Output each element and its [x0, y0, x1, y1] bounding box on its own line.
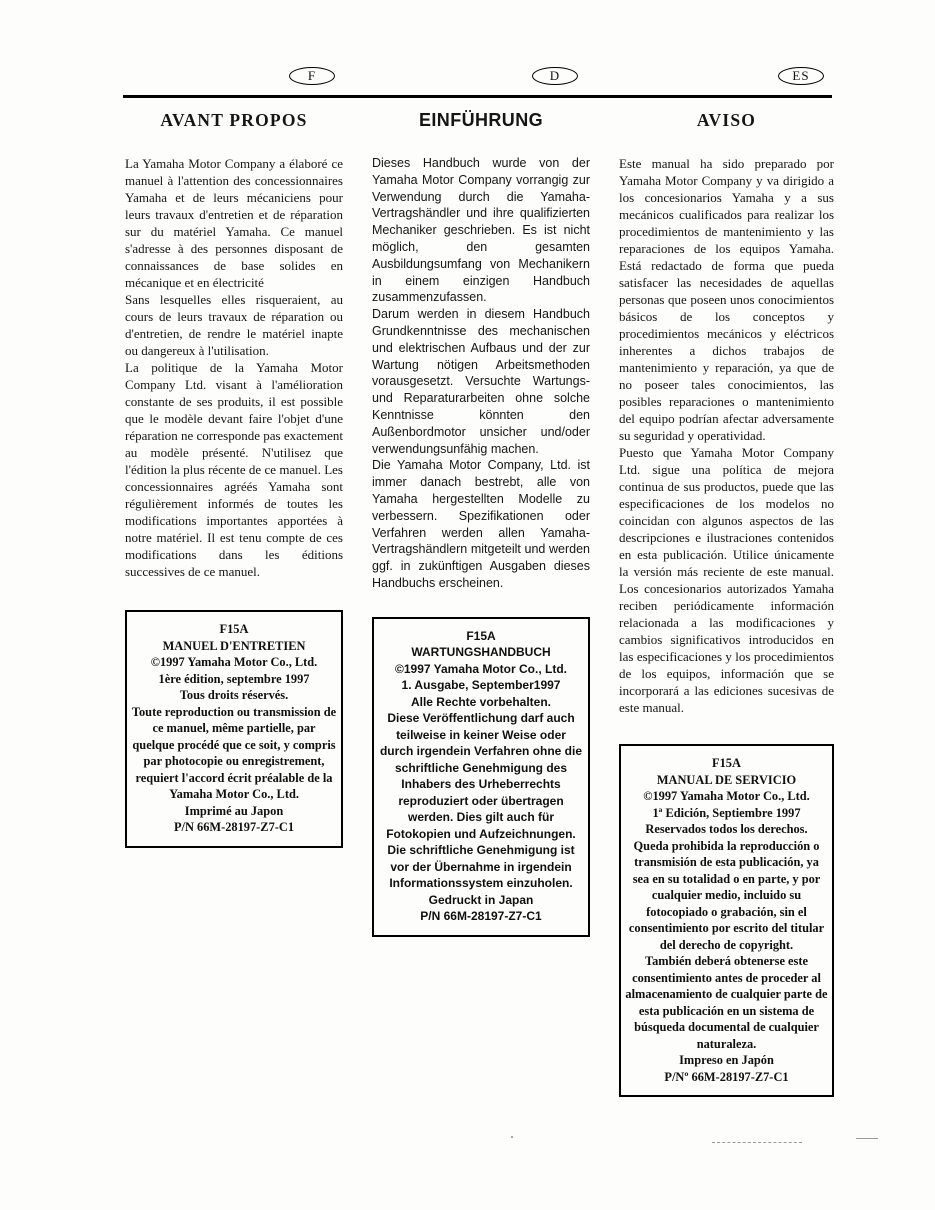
edition-line: 1ª Edición, Septiembre 1997 [652, 805, 801, 820]
scan-artifact [856, 1138, 878, 1139]
part-number: P/N 66M-28197-Z7-C1 [420, 909, 542, 924]
column-german [372, 108, 590, 1097]
language-badge-french: F [289, 67, 335, 85]
paragraph: Este manual ha sido preparado por Yamaha Motor Company y va dirigido a los concesionarios Yamaha y a sus mecánicos cualificados para realizar los procedimientos de mantenimiento y las reparaciones de los equipos Yamaha. Está redactado de forma que pueda satisfacer las necesidades de aquellas personas que poseen unos conocimientos básicos de los conceptos y procedimientos mecánicos y eléctricos inherentes a dichos trabajos de mantenimiento y reparación, ya que de no poseer tales conocimientos, las posibles reparaciones o mantenimiento del equipo podrían afectar adversamente su seguridad y operatividad. [619, 156, 834, 443]
model-code: F15A [712, 756, 741, 770]
part-number: P/Nº 66M-28197-Z7-C1 [664, 1069, 789, 1084]
manual-title: MANUAL DE SERVICIO [656, 772, 797, 787]
paragraph: Die Yamaha Motor Company, Ltd. ist immer danach bestrebt, alle von Yamaha hergestellten Modelle zu verbessern. Spezifikationen oder Verfahren werden allen Yamaha-Vertragshändlern mitgeteilt und werden ggf. in zukünftigen Ausgaben dieses Handbuchs erscheinen. [372, 458, 590, 590]
language-badge-german: D [532, 67, 578, 85]
copyright-box-spanish [619, 744, 834, 1097]
body-text-german [372, 155, 590, 592]
notice-text: Diese Veröffentlichung darf auch teilweise in keiner Weise oder durch irgendein Verfahren ohne die schriftliche Genehmigung des Inhabers des Urheberrechts reproduziert oder übertragen werden. Dies gilt auch für Fotokopien und Aufzeichnungen. Die schriftliche Genehmigung ist vor der Übernahme in irgendein Informationssystem einzuholen. [379, 711, 583, 891]
rights-line: Alle Rechte vorbehalten. [410, 694, 552, 709]
rights-line: Tous droits réservés. [179, 688, 289, 702]
body-text-spanish [619, 155, 834, 716]
copyright-line: ©1997 Yamaha Motor Co., Ltd. [395, 661, 567, 676]
notice-text: Queda prohibida la reproducción o transmisión de esta publicación, ya sea en su totalidad o en parte, y por cualquier medio, incluido su fotocopiado o grabación, sin el consentimiento por escrito del titular del derecho de copyright. [628, 838, 825, 952]
page-title-spanish: AVISO [696, 110, 757, 130]
rights-line: Reservados todos los derechos. [645, 822, 808, 836]
paragraph: La Yamaha Motor Company a élaboré ce manuel à l'attention des concessionnaires Yamaha et de leurs mécaniciens pour leurs travaux d'entretien et de réparation sur du matériel Yamaha. Ce manuel s'adresse à des personnes disposant de connaissances de base solides en mécanique et en électricité [125, 156, 343, 290]
paragraph: La politique de la Yamaha Motor Company Ltd. visant à l'amélioration constante de ses produits, il est possible que le modèle devant faire l'objet d'une réparation ne corresponde pas exactement au modèle présenté. N'utilisez que l'édition la plus récente de ce manuel. Les concessionnaires agréés Yamaha sont régulièrement informés de toutes les modifications importantes apportées à notre matériel. Il est tenu compte de ces modifications dans les éditions successives de ce manuel. [125, 360, 344, 579]
copyright-line: ©1997 Yamaha Motor Co., Ltd. [643, 789, 810, 803]
scan-artifact [712, 1142, 802, 1143]
model-code: F15A [219, 622, 249, 636]
manual-title: MANUEL D'ENTRETIEN [162, 638, 306, 653]
column-spanish [619, 108, 834, 1097]
printed-line: Gedruckt in Japan [428, 892, 534, 907]
content-columns [125, 108, 835, 1097]
column-french [125, 108, 343, 1097]
paragraph: Sans lesquelles elles risqueraient, au cours de leurs travaux de réparation ou d'entretien, de rendre le matériel inapte ou dangereux à l'utilisation. [125, 292, 343, 358]
body-text-french [125, 155, 343, 580]
language-badge-spanish: ES [778, 67, 824, 85]
part-number: P/N 66M-28197-Z7-C1 [173, 820, 295, 834]
manual-title: WARTUNGSHANDBUCH [411, 645, 551, 660]
copyright-box-german [372, 617, 590, 937]
header-divider [123, 95, 832, 98]
printed-line: Imprimé au Japon [184, 803, 284, 818]
edition-line: 1. Ausgabe, September1997 [401, 678, 561, 693]
copyright-line: ©1997 Yamaha Motor Co., Ltd. [150, 655, 318, 669]
model-code: F15A [466, 628, 496, 643]
scan-artifact [511, 1136, 513, 1138]
copyright-box-french [125, 610, 343, 848]
page-title-german: EINFÜHRUNG [419, 110, 543, 130]
paragraph: Dieses Handbuch wurde von der Yamaha Motor Company vorrangig zur Verwendung durch die Yamaha-Vertragshändler und ihre qualifizierten Mechaniker geschrieben. Es ist nicht möglich, den gesamten Ausbildungsumfang von Mechanikern in einem einzigen Handbuch zusammenzufassen. [372, 156, 590, 305]
page-title-french: AVANT PROPOS [160, 110, 308, 130]
notice-text: Toute reproduction ou transmission de ce manuel, même partielle, par quelque procédé que ce soit, y compris par photocopie ou enregistrement, requiert l'accord écrit préalable de la Yamaha Motor Co., Ltd. [131, 704, 337, 801]
edition-line: 1ère édition, septembre 1997 [158, 671, 310, 686]
printed-line: Impreso en Japón [679, 1053, 774, 1067]
paragraph: Puesto que Yamaha Motor Company Ltd. sigue una política de mejora continua de sus productos, puede que las especificaciones de los modelos no coincidan con algunos aspectos de las descripciones e ilustraciones contenidos en esta publicación. Utilice únicamente la versión más reciente de este manual. Los concesionarios autorizados Yamaha reciben periódicamente información relacionada a las modificaciones y cambios significativos introducidos en las especificaciones y los procedimientos de los equipos, información que se incorporará a las ediciones sucesivas de este manual. [619, 445, 834, 715]
notice-text-2: También deberá obtenerse este consentimiento antes de proceder al almacenamiento de cualquier parte de esta publicación en un sistema de búsqueda documental de cualquier naturaleza. [625, 954, 828, 1051]
paragraph: Darum werden in diesem Handbuch Grundkenntnisse des mechanischen und elektrischen Aufbaus und der zur Wartung nötigen Arbeitsmethoden vorausgesetzt. Versuchte Wartungs- und Reparaturarbeiten ohne solche Kenntnisse könnten den Außenbordmotor unsicher und/oder verwendungsunfähig machen. [372, 307, 590, 456]
